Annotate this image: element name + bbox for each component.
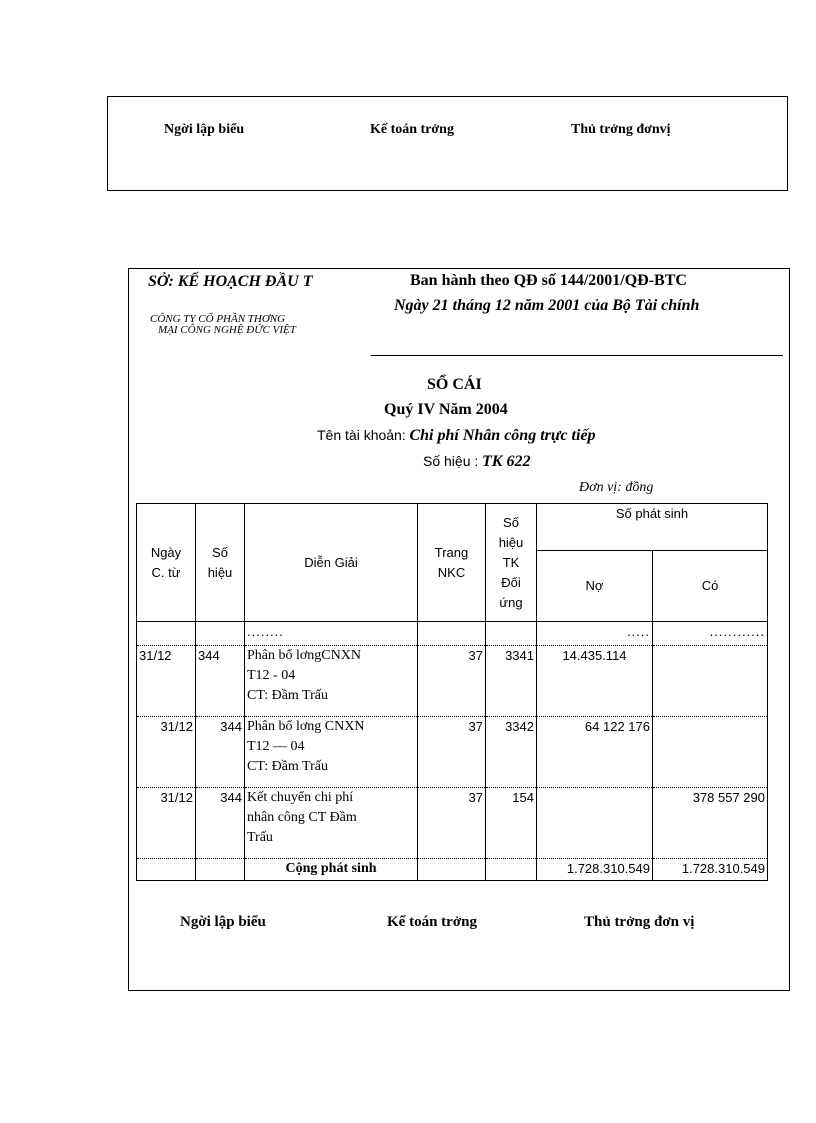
issued-date: Ngày 21 tháng 12 năm 2001 của Bộ Tài chính: [394, 297, 700, 314]
total-debit: 1.728.310.549: [537, 859, 653, 881]
table-row: 31/12 344 Kết chuyển chi phí nhân công CT Đầm Trấu 37 154 378 557 290: [137, 788, 768, 859]
header-number: Số hiệu: [196, 504, 245, 622]
period: Quý IV Năm 2004: [384, 401, 508, 418]
account-code-line: [423, 453, 530, 471]
bottom-preparer-signature: Ngời lập biểu: [180, 914, 266, 930]
code-label: Số hiệu :: [423, 453, 479, 469]
header-description: Diễn Giải: [245, 504, 418, 622]
top-director-signature: Thủ trởng đơnvị: [571, 122, 671, 137]
company-name-line1: CÔNG TY CỔ PHẦN THƠNG: [150, 313, 286, 325]
table-row: 31/12 344 Phân bổ lơng CNXN T12 — 04 CT: Đầm Trấu 37 3342 64 122 176: [137, 717, 768, 788]
header-date: Ngày C. từ: [137, 504, 196, 622]
page-title: SỔ CÁI: [427, 376, 482, 393]
company-name: [150, 314, 296, 336]
department-name: SỞ: KẾ HOẠCH ĐẦU T: [148, 273, 313, 290]
table-row: ........ ..... ............: [137, 622, 768, 646]
header-page: Trang NKC: [418, 504, 486, 622]
bottom-accountant-signature: Kế toán trởng: [387, 914, 477, 930]
currency-unit: Đơn vị: đồng: [579, 480, 654, 495]
header-amounts: Số phát sinh: [537, 504, 768, 551]
total-row: [137, 859, 768, 881]
account-code: TK 622: [482, 453, 531, 470]
header-debit: Nợ: [537, 551, 653, 622]
top-accountant-signature: Kế toán trởng: [370, 122, 454, 137]
top-signature-box: [107, 96, 788, 191]
table-row: 31/12 344 Phân bổ lơngCNXN T12 - 04 CT: Đầm Trấu 37 3341 14.435.114: [137, 646, 768, 717]
issued-decision: Ban hành theo QĐ số 144/2001/QĐ-BTC: [410, 272, 687, 289]
account-name: Chi phí Nhân công trực tiếp: [409, 427, 596, 444]
ledger-table: [136, 503, 768, 881]
header-credit: Có: [653, 551, 768, 622]
header-divider: [371, 355, 783, 356]
account-label: Tên tài khoản:: [317, 427, 406, 443]
account-name-line: [317, 427, 596, 445]
total-label: Cộng phát sinh: [245, 859, 418, 881]
company-name-line2: MẠI CÔNG NGHỆ ĐỨC VIỆT: [158, 324, 296, 336]
total-credit: 1.728.310.549: [653, 859, 768, 881]
header-contra-account: Số hiệu TK Đối ứng: [486, 504, 537, 622]
bottom-director-signature: Thủ trởng đơn vị: [584, 914, 695, 930]
top-preparer-signature: Ngời lập biểu: [164, 122, 245, 137]
